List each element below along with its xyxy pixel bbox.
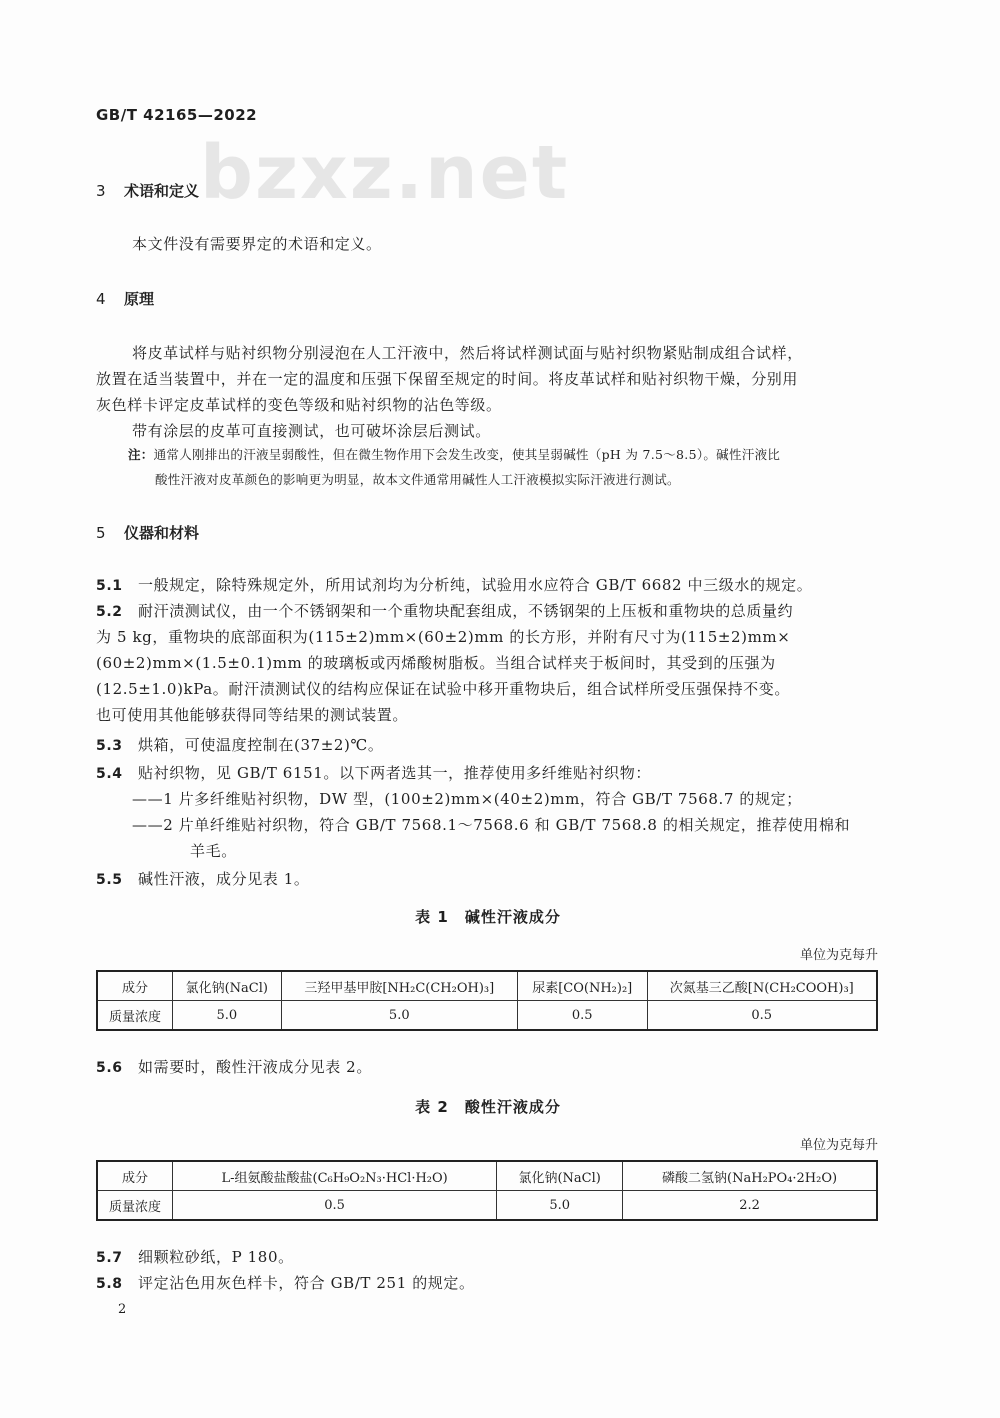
section-3-heading bbox=[96, 180, 199, 201]
clause-5-4 bbox=[96, 760, 651, 787]
paragraph-line: (60±2)mm×(1.5±0.1)mm 的玻璃板或丙烯酸树脂板。当组合试样夹于板间时，其受到的压强为 bbox=[96, 654, 776, 672]
clause-number: 5.3 bbox=[96, 738, 123, 754]
clause-text: 评定沾色用灰色样卡，符合 GB/T 251 的规定。 bbox=[138, 1274, 475, 1292]
watermark: bzxz.net bbox=[200, 130, 570, 216]
table-header-cell: L-组氨酸盐酸盐(C₆H₉O₂N₃·HCl·H₂O) bbox=[173, 1161, 497, 1191]
clause-number: 5.2 bbox=[96, 604, 123, 620]
table-2-caption: 表 2 酸性汗液成分 bbox=[415, 1098, 561, 1116]
table-1-caption: 表 1 碱性汗液成分 bbox=[415, 908, 561, 926]
section-number: 5 bbox=[96, 524, 106, 542]
table-row bbox=[97, 1161, 877, 1191]
clause-number: 5.7 bbox=[96, 1250, 123, 1266]
paragraph-line: 将皮革试样与贴衬织物分别浸泡在人工汗液中，然后将试样测试面与贴衬织物紧贴制成组合试样， bbox=[132, 344, 803, 362]
page-number: 2 bbox=[118, 1302, 127, 1317]
table-cell: 5.0 bbox=[281, 1001, 517, 1031]
table-header-cell: 尿素[CO(NH₂)₂] bbox=[517, 971, 647, 1001]
section-number: 3 bbox=[96, 182, 106, 200]
table-cell: 质量浓度 bbox=[97, 1001, 173, 1031]
table-cell: 质量浓度 bbox=[97, 1191, 173, 1221]
list-item-continuation: 羊毛。 bbox=[190, 842, 237, 860]
table-1-unit: 单位为克每升 bbox=[799, 948, 878, 963]
table-cell: 0.5 bbox=[173, 1191, 497, 1221]
clause-text: 耐汗渍测试仪，由一个不锈钢架和一个重物块配套组成，不锈钢架的上压板和重物块的总质量约 bbox=[138, 602, 794, 620]
section-title: 仪器和材料 bbox=[124, 524, 200, 542]
clause-5-8 bbox=[96, 1270, 475, 1297]
paragraph-line: (12.5±1.0)kPa。耐汗渍测试仪的结构应保证在试验中移开重物块后，组合试样所受压强保持不变。 bbox=[96, 680, 790, 698]
clause-text: 碱性汗液，成分见表 1。 bbox=[138, 870, 310, 888]
clause-text: 细颗粒砂纸，P 180。 bbox=[138, 1248, 294, 1266]
paragraph-line: 为 5 kg，重物块的底部面积为(115±2)mm×(60±2)mm 的长方形，并附有尺寸为(115±2)mm× bbox=[96, 628, 791, 646]
section-3-text: 本文件没有需要界定的术语和定义。 bbox=[132, 235, 382, 253]
note-line: 通常人刚排出的汗液呈弱酸性，但在微生物作用下会发生改变，使其呈弱碱性（pH 为 7.5～8.5）。碱性汗液比 bbox=[153, 447, 781, 462]
table-row bbox=[97, 1001, 877, 1031]
note-label: 注： bbox=[128, 447, 154, 462]
paragraph-line: 也可使用其他能够获得同等结果的测试装置。 bbox=[96, 706, 409, 724]
table-header-cell: 成分 bbox=[97, 1161, 173, 1191]
table-header-cell: 次氮基三乙酸[N(CH₂COOH)₃] bbox=[647, 971, 877, 1001]
clause-number: 5.4 bbox=[96, 766, 123, 782]
clause-5-7 bbox=[96, 1244, 294, 1271]
clause-5-5 bbox=[96, 866, 310, 893]
table-header-cell: 氯化钠(NaCl) bbox=[173, 971, 282, 1001]
clause-5-1 bbox=[96, 572, 812, 599]
list-item: ——2 片单纤维贴衬织物，符合 GB/T 7568.1～7568.6 和 GB/T 7568.8 的相关规定，推荐使用棉和 bbox=[132, 816, 851, 834]
table-header-cell: 磷酸二氢钠(NaH₂PO₄·2H₂O) bbox=[623, 1161, 877, 1191]
table-cell: 5.0 bbox=[497, 1191, 623, 1221]
clause-text: 烘箱，可使温度控制在(37±2)℃。 bbox=[138, 736, 384, 754]
table-header-cell: 三羟甲基甲胺[NH₂C(CH₂OH)₃] bbox=[281, 971, 517, 1001]
table-cell: 0.5 bbox=[647, 1001, 877, 1031]
clause-text: 一般规定，除特殊规定外，所用试剂均为分析纯，试验用水应符合 GB/T 6682 中三级水的规定。 bbox=[138, 576, 813, 594]
section-4-heading bbox=[96, 288, 154, 309]
section-title: 原理 bbox=[124, 290, 155, 308]
paragraph-line: 带有涂层的皮革可直接测试，也可破坏涂层后测试。 bbox=[132, 422, 491, 440]
section-5-heading bbox=[96, 522, 199, 543]
note-line: 酸性汗液对皮革颜色的影响更为明显，故本文件通常用碱性人工汗液模拟实际汗液进行测试。 bbox=[155, 472, 680, 487]
clause-text: 贴衬织物，见 GB/T 6151。以下两者选其一，推荐使用多纤维贴衬织物： bbox=[138, 764, 651, 782]
clause-text: 如需要时，酸性汗液成分见表 2。 bbox=[138, 1058, 372, 1076]
list-item: ——1 片多纤维贴衬织物，DW 型，(100±2)mm×(40±2)mm，符合 GB/T 7568.7 的规定； bbox=[132, 790, 802, 808]
clause-number: 5.1 bbox=[96, 578, 123, 594]
section-title: 术语和定义 bbox=[124, 182, 200, 200]
table-cell: 2.2 bbox=[623, 1191, 877, 1221]
paragraph-line: 灰色样卡评定皮革试样的变色等级和贴衬织物的沾色等级。 bbox=[96, 396, 502, 414]
table-row bbox=[97, 971, 877, 1001]
clause-5-6 bbox=[96, 1054, 372, 1081]
table-header-cell: 氯化钠(NaCl) bbox=[497, 1161, 623, 1191]
standard-number-header: GB/T 42165—2022 bbox=[96, 106, 258, 124]
clause-5-2 bbox=[96, 598, 793, 625]
clause-number: 5.8 bbox=[96, 1276, 123, 1292]
paragraph-line: 放置在适当装置中，并在一定的温度和压强下保留至规定的时间。将皮革试样和贴衬织物干燥，分别用 bbox=[96, 370, 799, 388]
note bbox=[128, 443, 780, 467]
table-1 bbox=[96, 970, 878, 1031]
table-2 bbox=[96, 1160, 878, 1221]
clause-number: 5.5 bbox=[96, 872, 123, 888]
clause-number: 5.6 bbox=[96, 1060, 123, 1076]
table-row bbox=[97, 1191, 877, 1221]
table-cell: 0.5 bbox=[517, 1001, 647, 1031]
section-number: 4 bbox=[96, 290, 106, 308]
table-2-unit: 单位为克每升 bbox=[799, 1138, 878, 1153]
table-cell: 5.0 bbox=[173, 1001, 282, 1031]
clause-5-3 bbox=[96, 732, 383, 759]
table-header-cell: 成分 bbox=[97, 971, 173, 1001]
